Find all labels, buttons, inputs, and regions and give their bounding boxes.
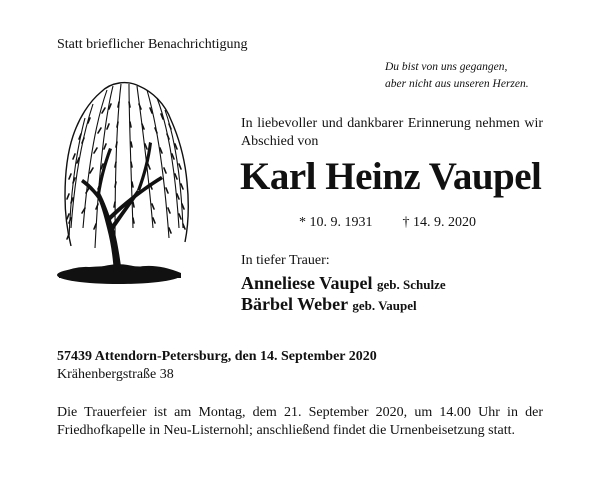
weeping-willow-icon [57,78,197,290]
mourner-maiden-name: geb. Vaupel [352,298,417,313]
motto-line-2: aber nicht aus unseren Herzen. [385,78,529,90]
street-address: Krähenbergstraße 38 [57,367,174,382]
mourning-label: In tiefer Trauer: [241,253,330,268]
ceremony-info: Die Trauerfeier ist am Montag, dem 21. September 2020, um 14.00 Uhr in der Friedhofkapelle in Neu-Listernohl; anschließend findet die Urnenbeisetzung statt. [57,405,543,438]
mourner-name: Anneliese Vaupel [241,273,373,293]
place-date: 57439 Attendorn-Petersburg, den 14. September 2020 [57,349,377,364]
birth-date: * 10. 9. 1931 [299,215,373,230]
deceased-name: Karl Heinz Vaupel [240,155,542,198]
mourner [241,273,446,294]
motto [385,59,529,93]
death-date: † 14. 9. 2020 [402,215,476,230]
notice-heading: Statt brieflicher Benachrichtigung [57,37,248,52]
mourner-maiden-name: geb. Schulze [377,277,446,292]
motto-line-1: Du bist von uns gegangen, [385,61,508,73]
intro-text: In liebevoller und dankbarer Erinnerung nehmen wir Abschied von [241,116,543,149]
mourner [241,294,417,315]
mourner-name: Bärbel Weber [241,294,348,314]
life-dates [299,215,476,231]
